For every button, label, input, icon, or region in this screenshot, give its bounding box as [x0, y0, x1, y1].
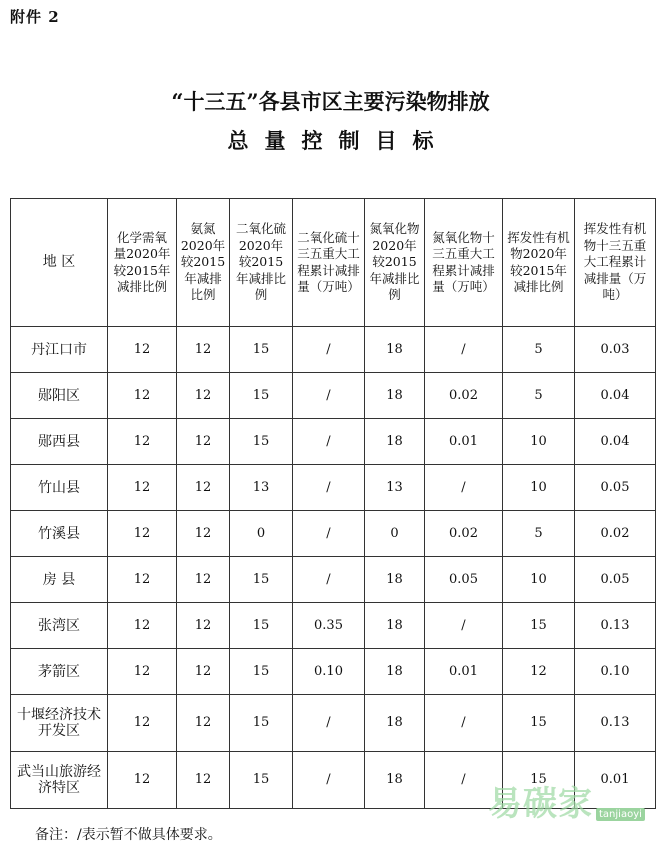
footnote: 备注：/表示暂不做具体要求。	[35, 827, 222, 843]
cell: 12	[177, 373, 230, 419]
table-row	[11, 557, 656, 603]
cell: 12	[108, 649, 177, 695]
cell: /	[425, 465, 503, 511]
header-so2-project: 二氧化硫十三五重大工程累计减排量（万吨）	[293, 199, 365, 327]
cell: 12	[177, 511, 230, 557]
cell: 12	[177, 465, 230, 511]
cell: 12	[503, 649, 575, 695]
cell: 0.04	[575, 419, 656, 465]
cell-region: 郧阳区	[11, 373, 108, 419]
table-row	[11, 511, 656, 557]
cell: /	[293, 752, 365, 809]
cell-region: 茅箭区	[11, 649, 108, 695]
cell: /	[425, 603, 503, 649]
cell: /	[293, 327, 365, 373]
cell: 12	[108, 603, 177, 649]
cell: 15	[230, 695, 293, 752]
cell: 15	[230, 373, 293, 419]
attachment-label: 附件 2	[10, 8, 60, 26]
cell-region: 郧西县	[11, 419, 108, 465]
cell: 12	[108, 373, 177, 419]
cell: /	[293, 465, 365, 511]
header-voc: 挥发性有机物2020年较2015年减排比例	[503, 199, 575, 327]
cell: 0.04	[575, 373, 656, 419]
table-row	[11, 695, 656, 752]
cell: 18	[365, 603, 425, 649]
watermark-logo: 易碳家	[488, 784, 593, 824]
cell: 18	[365, 557, 425, 603]
cell: /	[425, 327, 503, 373]
cell: 13	[230, 465, 293, 511]
cell: 0.05	[575, 557, 656, 603]
cell: 0.05	[425, 557, 503, 603]
cell: 18	[365, 649, 425, 695]
cell: 18	[365, 327, 425, 373]
cell: 12	[177, 752, 230, 809]
cell: 0.02	[425, 373, 503, 419]
cell: /	[293, 557, 365, 603]
cell: 12	[177, 419, 230, 465]
cell: 18	[365, 419, 425, 465]
cell: 0.10	[575, 649, 656, 695]
cell: 5	[503, 327, 575, 373]
cell: 0.13	[575, 695, 656, 752]
cell: 18	[365, 695, 425, 752]
cell: 15	[230, 557, 293, 603]
cell: 18	[365, 752, 425, 809]
cell: 0.05	[575, 465, 656, 511]
cell: 0.35	[293, 603, 365, 649]
table-row	[11, 649, 656, 695]
cell: /	[293, 695, 365, 752]
cell: 12	[108, 511, 177, 557]
cell: 18	[365, 373, 425, 419]
cell: 10	[503, 557, 575, 603]
cell: 12	[108, 419, 177, 465]
cell: 0	[230, 511, 293, 557]
cell: 15	[503, 695, 575, 752]
watermark-url: tanjiaoyi	[596, 808, 645, 821]
cell: 12	[108, 327, 177, 373]
cell: 10	[503, 419, 575, 465]
cell: 15	[230, 649, 293, 695]
cell: 15	[230, 419, 293, 465]
cell-region: 竹山县	[11, 465, 108, 511]
table-row	[11, 603, 656, 649]
cell: /	[293, 373, 365, 419]
cell: 0.13	[575, 603, 656, 649]
cell-region: 张湾区	[11, 603, 108, 649]
cell: 0.01	[575, 752, 656, 809]
cell: 12	[108, 557, 177, 603]
cell: 12	[177, 327, 230, 373]
cell: /	[293, 511, 365, 557]
cell-region: 丹江口市	[11, 327, 108, 373]
header-region: 地 区	[11, 199, 108, 327]
cell: 0.03	[575, 327, 656, 373]
cell: 0.02	[575, 511, 656, 557]
header-so2: 二氧化硫2020年较2015年减排比例	[230, 199, 293, 327]
header-voc-project: 挥发性有机物十三五重大工程累计减排量（万吨）	[575, 199, 656, 327]
cell: 12	[177, 695, 230, 752]
cell: 5	[503, 373, 575, 419]
cell: 12	[108, 695, 177, 752]
cell: 13	[365, 465, 425, 511]
cell-region: 十堰经济技术开发区	[11, 695, 108, 752]
table-row	[11, 373, 656, 419]
cell: 12	[108, 752, 177, 809]
cell: 10	[503, 465, 575, 511]
cell-region: 房 县	[11, 557, 108, 603]
page-subtitle: 总量控制目标	[227, 128, 450, 153]
cell: 0	[365, 511, 425, 557]
table-row	[11, 465, 656, 511]
emission-target-table	[10, 198, 656, 809]
cell: 12	[177, 557, 230, 603]
table-header-row	[11, 199, 656, 327]
cell: /	[425, 695, 503, 752]
cell-region: 竹溪县	[11, 511, 108, 557]
cell: 12	[177, 649, 230, 695]
cell: 0.10	[293, 649, 365, 695]
cell: /	[425, 752, 503, 809]
header-ammonia: 氨氮2020年较2015年减排比例	[177, 199, 230, 327]
page-title: “十三五”各县市区主要污染物排放	[171, 89, 490, 114]
cell: 0.01	[425, 419, 503, 465]
cell: 15	[230, 327, 293, 373]
cell: 15	[230, 603, 293, 649]
cell: 5	[503, 511, 575, 557]
cell: 15	[230, 752, 293, 809]
cell: 15	[503, 752, 575, 809]
table-row	[11, 419, 656, 465]
cell: 0.01	[425, 649, 503, 695]
cell: 15	[503, 603, 575, 649]
table-row	[11, 327, 656, 373]
cell-region: 武当山旅游经济特区	[11, 752, 108, 809]
header-nox: 氮氧化物2020年较2015年减排比例	[365, 199, 425, 327]
cell: 12	[177, 603, 230, 649]
cell: 12	[108, 465, 177, 511]
header-nox-project: 氮氧化物十三五重大工程累计减排量（万吨）	[425, 199, 503, 327]
cell: 0.02	[425, 511, 503, 557]
header-cod: 化学需氧量2020年较2015年减排比例	[108, 199, 177, 327]
cell: /	[293, 419, 365, 465]
